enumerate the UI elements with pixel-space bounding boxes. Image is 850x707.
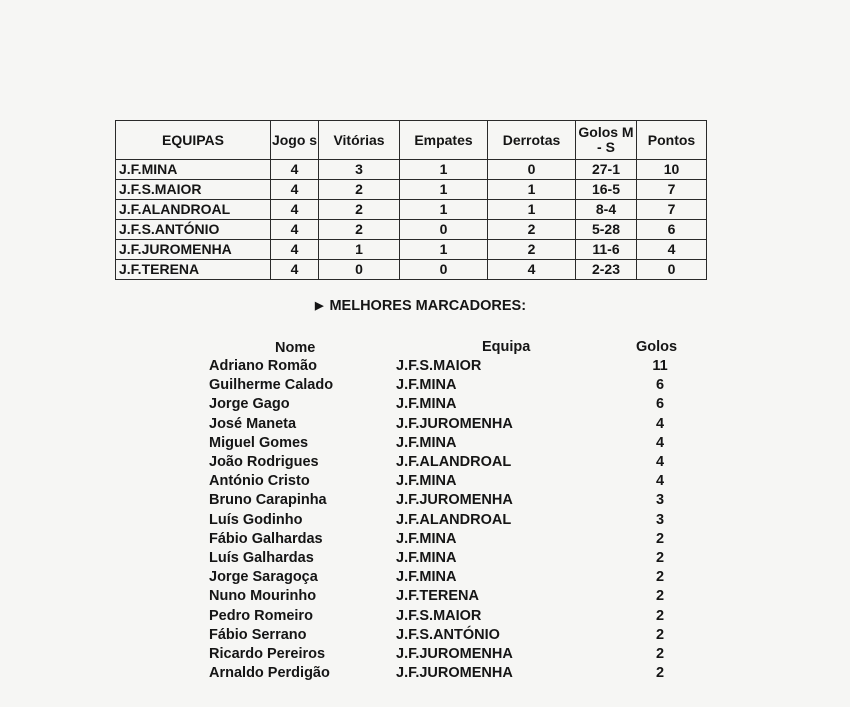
scorer-name: Ricardo Pereiros (209, 646, 326, 662)
scorer-row (0, 549, 850, 568)
scorer-row (0, 472, 850, 491)
scorer-goals: 2 (655, 646, 665, 662)
scorers-header-team: Equipa (482, 339, 531, 355)
standings-cell-points: 0 (637, 260, 707, 280)
standings-cell-team: J.F.ALANDROAL (116, 200, 271, 220)
standings-cell-team: J.F.S.ANTÓNIO (116, 220, 271, 240)
scorer-goals: 2 (655, 607, 665, 624)
standings-cell-wins: 2 (319, 220, 400, 240)
scorer-goals: 3 (655, 492, 665, 509)
standings-cell-draws: 1 (400, 200, 488, 220)
scorer-team: J.F.JUROMENHA (396, 665, 513, 682)
standings-cell-wins: 2 (319, 200, 400, 220)
standings-cell-goals: 27-1 (576, 160, 637, 180)
standings-cell-team: J.F.S.MAIOR (116, 180, 271, 200)
scorer-row (0, 453, 850, 472)
header-draws: Empates (400, 121, 488, 160)
standings-cell-wins: 1 (319, 240, 400, 260)
standings-cell-wins: 0 (319, 260, 400, 280)
scorer-team: J.F.ALANDROAL (396, 454, 512, 470)
scorer-name: António Cristo (209, 473, 310, 490)
scorer-row (0, 587, 850, 606)
scorer-row (0, 357, 850, 376)
scorer-name: João Rodrigues (209, 454, 319, 470)
top-scorers-title-text: MELHORES MARCADORES: (329, 298, 527, 314)
standings-cell-draws: 0 (400, 260, 488, 280)
scorer-goals: 4 (655, 415, 665, 432)
scorer-name: Luís Galhardas (209, 550, 314, 566)
header-games-label: Jogo s (271, 131, 318, 148)
scorer-goals: 2 (655, 588, 665, 605)
triangle-right-icon: ▶ (315, 300, 324, 312)
standings-cell-losses: 4 (488, 260, 576, 280)
scorer-goals: 2 (655, 550, 665, 566)
standings-cell-wins: 3 (319, 160, 400, 180)
scorer-name: Nuno Mourinho (209, 588, 317, 605)
scorer-team: J.F.S.ANTÓNIO (396, 626, 500, 643)
scorer-row (0, 376, 850, 395)
standings-cell-points: 4 (637, 240, 707, 260)
header-wins: Vitórias (319, 121, 400, 160)
scorer-name: José Maneta (209, 415, 297, 432)
standings-cell-losses: 2 (488, 220, 576, 240)
header-losses: Derrotas (488, 121, 576, 160)
scorer-name: Fábio Serrano (209, 626, 307, 643)
scorer-name: Jorge Gago (209, 396, 290, 413)
scorer-name: Jorge Saragoça (209, 569, 318, 586)
scorer-team: J.F.S.MAIOR (396, 607, 482, 624)
header-team: EQUIPAS (116, 121, 271, 160)
scorers-header-name: Nome (275, 340, 316, 356)
standings-cell-draws: 1 (400, 240, 488, 260)
scorer-name: Arnaldo Perdigão (209, 665, 330, 682)
scorer-team: J.F.TERENA (396, 588, 479, 605)
header-goals-label: Golos M - S (578, 124, 634, 155)
scorer-row (0, 664, 850, 683)
standings-cell-games: 4 (271, 160, 319, 180)
scorer-row (0, 568, 850, 587)
standings-cell-goals: 2-23 (576, 260, 637, 280)
scorers-header-goals: Golos (636, 339, 678, 355)
standings-cell-losses: 0 (488, 160, 576, 180)
standings-cell-team: J.F.MINA (116, 160, 271, 180)
scorer-team: J.F.ALANDROAL (396, 511, 512, 528)
scorer-goals: 2 (655, 665, 665, 682)
standings-cell-points: 7 (637, 200, 707, 220)
scorer-goals: 4 (655, 434, 665, 451)
scorer-goals: 6 (655, 377, 665, 394)
standings-cell-goals: 16-5 (576, 180, 637, 200)
scorer-team: J.F.MINA (396, 530, 457, 547)
standings-cell-points: 6 (637, 220, 707, 240)
standings-cell-losses: 1 (488, 180, 576, 200)
standings-cell-goals: 5-28 (576, 220, 637, 240)
scorer-row (0, 395, 850, 414)
scorer-row (0, 530, 850, 549)
scorer-goals: 3 (655, 511, 665, 528)
scorer-team: J.F.MINA (396, 396, 457, 413)
scorer-row (0, 511, 850, 530)
standings-cell-losses: 1 (488, 200, 576, 220)
scorer-row (0, 491, 850, 510)
scorer-team: J.F.MINA (396, 569, 457, 586)
scorer-goals: 2 (655, 530, 665, 547)
standings-cell-draws: 1 (400, 180, 488, 200)
scorer-goals: 4 (655, 473, 665, 490)
scorer-name: Luís Godinho (209, 511, 303, 528)
scorer-name: Fábio Galhardas (209, 530, 323, 547)
standings-cell-draws: 0 (400, 220, 488, 240)
scorer-row (0, 415, 850, 434)
standings-cell-games: 4 (271, 180, 319, 200)
standings-cell-points: 10 (637, 160, 707, 180)
scorer-team: J.F.JUROMENHA (396, 492, 513, 509)
standings-cell-games: 4 (271, 260, 319, 280)
scorer-goals: 4 (655, 454, 665, 470)
standings-cell-goals: 11-6 (576, 240, 637, 260)
scorer-name: Bruno Carapinha (209, 492, 327, 509)
scorer-team: J.F.JUROMENHA (396, 646, 513, 662)
standings-cell-wins: 2 (319, 180, 400, 200)
standings-cell-goals: 8-4 (576, 200, 637, 220)
standings-cell-draws: 1 (400, 160, 488, 180)
scorer-name: Pedro Romeiro (209, 607, 313, 624)
scorer-goals: 2 (655, 569, 665, 586)
scorer-goals: 6 (655, 396, 665, 413)
scorer-name: Guilherme Calado (209, 377, 334, 394)
standings-cell-games: 4 (271, 240, 319, 260)
standings-cell-losses: 2 (488, 240, 576, 260)
scorer-name: Miguel Gomes (209, 434, 309, 451)
standings-cell-team: J.F.TERENA (116, 260, 271, 280)
scorer-goals: 11 (652, 358, 668, 374)
scorer-row (0, 607, 850, 626)
scorer-team: J.F.MINA (396, 473, 457, 490)
scorer-row (0, 645, 850, 664)
standings-cell-team: J.F.JUROMENHA (116, 240, 271, 260)
standings-cell-games: 4 (271, 220, 319, 240)
scorer-team: J.F.S.MAIOR (396, 358, 482, 374)
scorer-row (0, 434, 850, 453)
header-points: Pontos (637, 121, 707, 160)
scorer-team: J.F.MINA (396, 377, 457, 394)
standings-cell-points: 7 (637, 180, 707, 200)
standings-cell-games: 4 (271, 200, 319, 220)
scorer-row (0, 626, 850, 645)
scorer-team: J.F.MINA (396, 550, 457, 566)
scorer-team: J.F.JUROMENHA (396, 415, 513, 432)
scorer-goals: 2 (655, 626, 665, 643)
scorer-name: Adriano Romão (209, 358, 317, 374)
scorer-team: J.F.MINA (396, 434, 457, 451)
